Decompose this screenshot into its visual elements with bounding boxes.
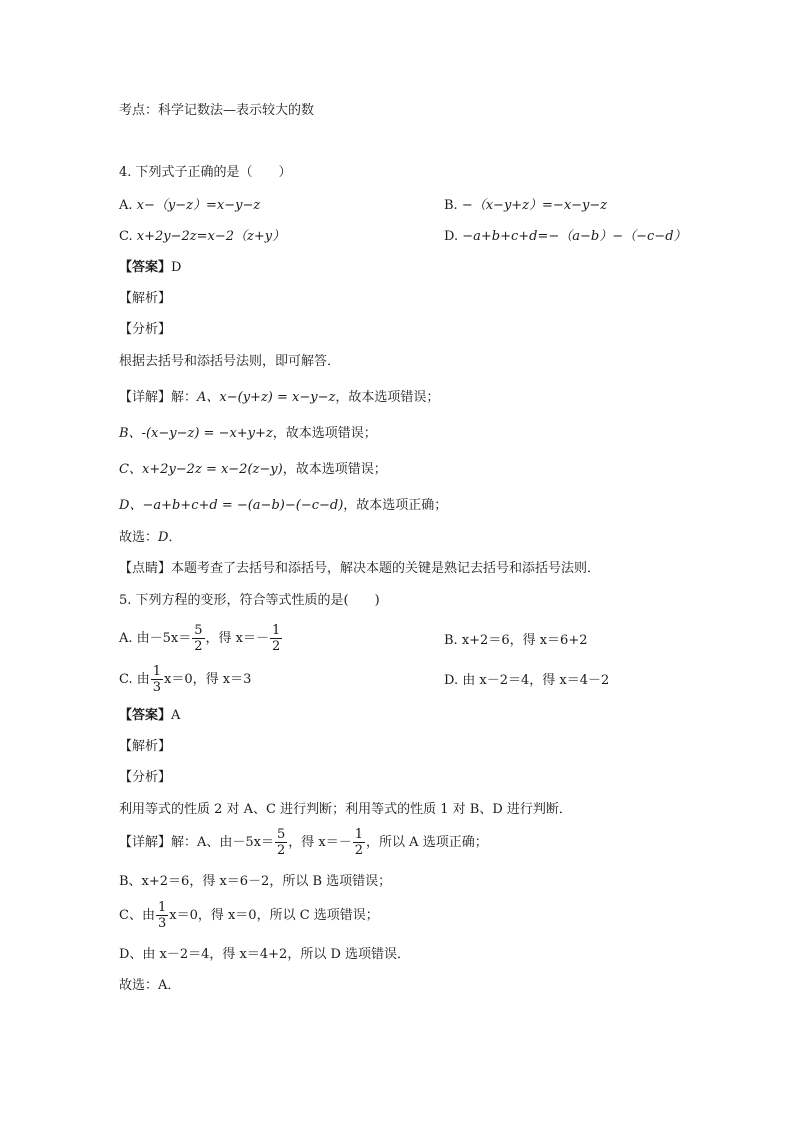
- q5-detail-a: [119, 828, 488, 857]
- answer-value: D: [171, 260, 182, 275]
- q5-fenxi: 【分析】: [119, 770, 172, 785]
- option-label: A.: [119, 198, 133, 213]
- q4-dianjing: [119, 559, 600, 579]
- option-label: C.: [119, 229, 133, 244]
- q4-option-c: [119, 227, 285, 247]
- detail-a-mid: ，得 x＝－: [288, 835, 352, 850]
- fraction-numerator: 1: [157, 900, 167, 915]
- fraction-1-3: [156, 901, 168, 930]
- dianjing-tag: 【点睛】: [119, 561, 172, 576]
- option-expr: x+2y−2z=x−2（z+y）: [136, 229, 286, 244]
- answer-tag: 【答案】: [119, 260, 172, 275]
- option-expr: −（x−y+z）=−x−y−z: [461, 198, 608, 213]
- q5-detail-d: D、由 x－2＝4，得 x＝4+2，所以 D 选项错误．: [119, 947, 411, 962]
- fraction-numerator: 5: [277, 827, 286, 842]
- q4-detail-d: [119, 496, 447, 516]
- option-expr: −a+b+c+d=−（a−b）−（−c−d）: [462, 229, 687, 244]
- choose-prefix: 故选：: [119, 530, 159, 545]
- fraction-denominator: 3: [152, 680, 162, 695]
- fraction-numerator: 1: [152, 664, 162, 679]
- fraction-1-2: [353, 828, 365, 857]
- q5-option-b: B. x+2＝6，得 x＝6+2: [444, 633, 588, 648]
- detail-a-pre: 解：A、由－5x＝: [171, 835, 275, 850]
- kaodian-line: 考点：科学记数法—表示较大的数: [119, 103, 315, 118]
- q4-choose: [119, 528, 181, 548]
- detail-expr: 、−a+b+c+d = −(a−b)−(−c−d): [129, 498, 344, 513]
- choose-tail: ．: [168, 530, 182, 545]
- q4-option-b: [444, 196, 607, 216]
- detail-expr: 、-(x−y−z) = −x+y+z: [128, 426, 273, 441]
- detail-letter: D: [119, 498, 130, 513]
- q4-option-d: [444, 227, 687, 247]
- q5-detail-b: B、x+2＝6，得 x＝6－2，所以 B 选项错误；: [119, 874, 392, 889]
- fraction-1-3: [151, 665, 163, 694]
- detail-expr: 、x+2y−2z = x−2(z−y): [128, 462, 283, 477]
- option-c-pre: C. 由: [119, 672, 150, 687]
- fraction-denominator: 2: [277, 843, 286, 858]
- answer-value: A: [171, 708, 181, 723]
- fraction-denominator: 2: [272, 639, 281, 654]
- q4-jiexi: 【解析】: [119, 291, 172, 306]
- fraction-numerator: 1: [272, 623, 281, 638]
- detail-expr: 、x−(y+z) = x−y−z: [206, 390, 336, 405]
- answer-tag: 【答案】: [119, 708, 172, 723]
- detail-a-tail: ，所以 A 选项正确；: [366, 835, 488, 850]
- detail-tail: ，故本选项正确；: [343, 498, 448, 513]
- detail-c-pre: C、由: [119, 908, 155, 923]
- fraction-1-2: [270, 624, 282, 653]
- fraction-5-2: [192, 624, 204, 653]
- fraction-numerator: 1: [354, 827, 364, 842]
- q4-fenxi: 【分析】: [119, 322, 172, 337]
- q4-stem: 4. 下列式子正确的是（ ）: [119, 165, 292, 180]
- q4-detail-b: [119, 424, 377, 444]
- fraction-denominator: 2: [194, 639, 203, 654]
- option-expr: x−（y−z）=x−y−z: [136, 198, 261, 213]
- detail-letter: C: [119, 462, 129, 477]
- q5-stem: 5. 下列方程的变形，符合等式性质的是( ): [119, 593, 380, 608]
- choose-letter: D: [158, 530, 169, 545]
- fraction-denominator: 3: [157, 916, 167, 931]
- q4-detail-c: [119, 460, 387, 480]
- fraction-numerator: 5: [194, 623, 203, 638]
- detail-tail: ，故本选项错误；: [282, 462, 387, 477]
- detail-tail: ，故本选项错误；: [335, 390, 440, 405]
- detail-tag: 【详解】: [119, 835, 172, 850]
- fraction-denominator: 2: [354, 843, 364, 858]
- detail-letter: A: [197, 390, 207, 405]
- q5-option-c: [119, 665, 251, 694]
- detail-tail: ，故本选项错误；: [272, 426, 377, 441]
- detail-prefix: 解：: [171, 390, 198, 405]
- q4-fenxi-text: 根据去括号和添括号法则，即可解答．: [119, 354, 341, 369]
- option-label: B.: [444, 198, 458, 213]
- option-a-pre: A. 由－5x＝: [119, 631, 192, 646]
- q4-detail-a: [119, 388, 439, 408]
- option-c-post: x＝0，得 x＝3: [164, 672, 252, 687]
- q5-option-d: D. 由 x－2＝4，得 x＝4－2: [444, 673, 610, 688]
- detail-c-post: x＝0，得 x＝0，所以 C 选项错误；: [169, 908, 379, 923]
- fraction-5-2: [275, 828, 287, 857]
- q5-fenxi-text: 利用等式的性质 2 对 A、C 进行判断；利用等式的性质 1 对 B、D 进行判断．: [119, 802, 572, 817]
- q5-option-a: [119, 624, 283, 653]
- q5-answer: [119, 706, 180, 726]
- q4-option-a: [119, 196, 260, 216]
- detail-tag: 【详解】: [119, 390, 172, 405]
- option-label: D.: [444, 229, 459, 244]
- q4-answer: [119, 258, 181, 278]
- detail-letter: B: [119, 426, 129, 441]
- q5-detail-c: [119, 901, 379, 930]
- q5-choose: 故选：A．: [119, 978, 181, 993]
- q5-jiexi: 【解析】: [119, 739, 172, 754]
- option-a-mid: ，得 x＝－: [205, 631, 270, 646]
- dianjing-text: 本题考查了去括号和添括号，解决本题的关键是熟记去括号和添括号法则．: [171, 561, 601, 576]
